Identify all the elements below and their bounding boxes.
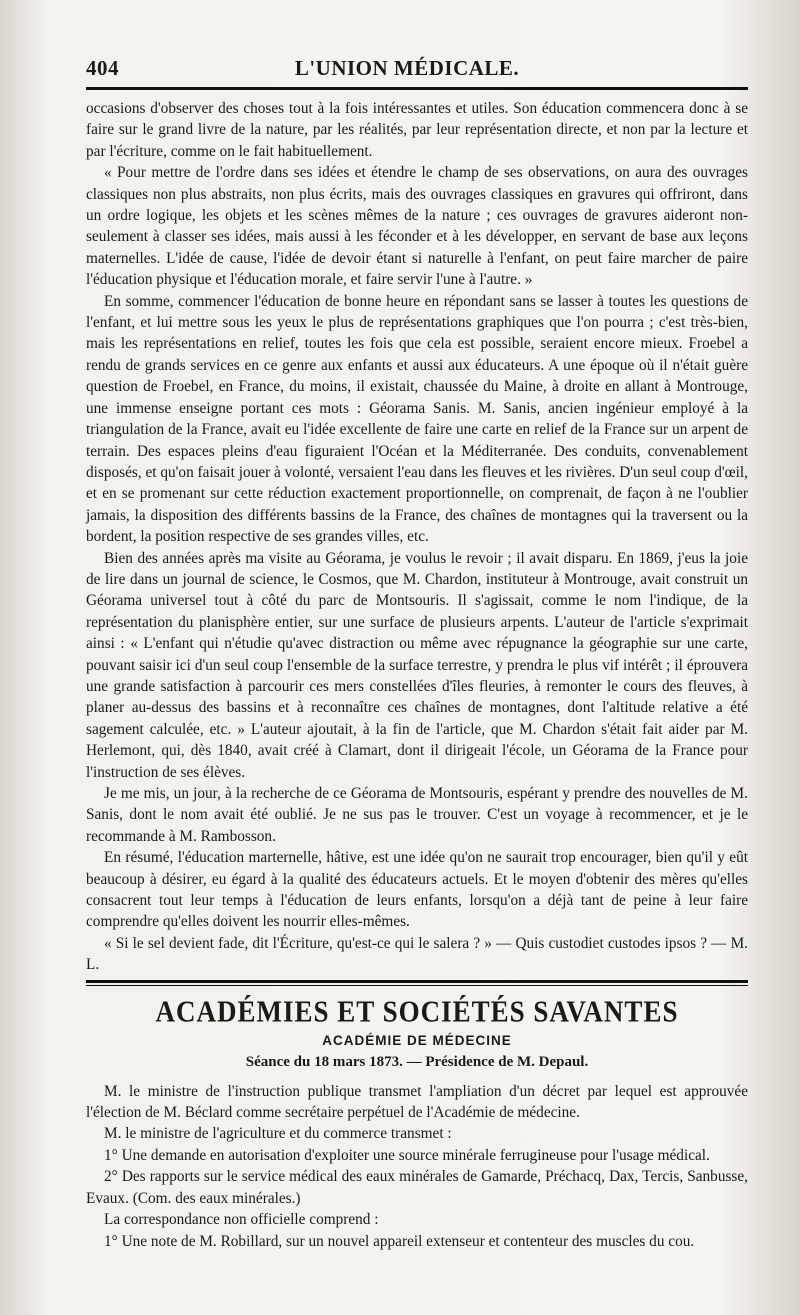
article-paragraph: En résumé, l'éducation marternelle, hâtive, est une idée qu'on ne saurait trop encourager, bien qu'il y eût beaucoup à désirer, eu égard à la qualité des éducateurs actuels. Et le moyen d'obtenir des mères qu'elles consacrent tout leur temps à l'éducation de leurs enfants, lorsqu'on a déjà tant de peine à leur faire comprendre qu'elles doivent les nourrir elles-mêmes.: [86, 849, 748, 931]
section-paragraph: M. le ministre de l'agriculture et du commerce transmet :: [104, 1125, 452, 1143]
article-paragraph: En somme, commencer l'éducation de bonne heure en répondant sans se lasser à toutes les questions de l'enfant, et lui mettre sous les yeux le plus de représentations graphiques que l'on pourra ; c'est très-bien, mais les représentations en relief, toutes les fois que cela est possible, seraient encore mieux. Froebel a rendu de grands services en ce genre aux enfants et aussi aux éducateurs. A une époque où il n'était guère question de Froebel, en France, du moins, il existait, chaussée du Maine, à droite en allant à Montrouge, une immense enseigne portant ces mots : Géorama Sanis. M. Sanis, ancien ingénieur employé à la triangulation de la France, avait eu l'idée excellente de faire une carte en relief de la France sur un arpent de terrain. Des espaces pleins d'eau figuraient l'Océan et la Méditerranée. Des conduits, convenablement disposés, et qu'on faisait jouer à volonté, versaient l'eau dans les fleuves et les rivières. D'un seul coup d'œil, et en se promenant sur cette réduction exactement proportionnelle, on comprenait, de façon à ne l'oublier jamais, la disposition des différents bassins de la France, des chaînes de montagnes qui la traversent ou la bordent, la position respective de ses grandes villes, etc.: [86, 292, 748, 546]
header-rule: [86, 87, 748, 90]
article-signature: « Si le sel devient fade, dit l'Écriture, qu'est-ce qui le salera ? » — Quis custodiet custodes ipsos ? — M. L.: [86, 934, 748, 974]
article-paragraph: « Pour mettre de l'ordre dans ses idées et étendre le champ de ses observations, on aura des ouvrages classiques non plus abstraits, non plus écrits, mais des ouvrages classiques en gravures qui offriront, dans un ordre logique, les objets et les scènes mêmes de la nature ; ces ouvrages de gravures aideront non-seulement à classer ses idées, mais aussi à les féconder et à les développer, en servant de base aux leçons maternelles. L'idée de cause, l'idée de devoir étant si naturelle à l'enfant, on peut faire marcher de paire l'éducation physique et l'éducation morale, et faire servir l'une à l'autre. »: [86, 164, 748, 289]
section-paragraph: 1° Une demande en autorisation d'exploiter une source minérale ferrugineuse pour l'usage médical.: [104, 1146, 710, 1164]
page-number: 404: [86, 56, 119, 80]
session-line: Séance du 18 mars 1873. — Présidence de M. Depaul.: [245, 1053, 589, 1070]
subsection-title: ACADÉMIE DE MÉDECINE: [322, 1032, 512, 1048]
section-divider: [86, 980, 748, 986]
section-body: [86, 1081, 748, 1252]
section-paragraph: La correspondance non officielle comprend :: [104, 1211, 379, 1229]
section-paragraph: 2° Des rapports sur le service médical des eaux minérales de Gamarde, Préchacq, Dax, Tercis, Sanbusse, Evaux. (Com. des eaux minérales.): [86, 1168, 748, 1207]
section-paragraph: M. le ministre de l'instruction publique transmet l'ampliation d'un décret par lequel est approuvée l'élection de M. Béclard comme secrétaire perpétuel de l'Académie de médecine.: [86, 1082, 748, 1122]
article-paragraph: occasions d'observer des choses tout à la fois intéressantes et utiles. Son éducation commencera donc à se faire sur le grand livre de la nature, par les réalités, par leur représentation directe, et non par la lecture et par l'écriture, comme on le fait habituellement.: [86, 100, 748, 160]
section-title: ACADÉMIES ET SOCIÉTÉS SAVANTES: [155, 993, 679, 1028]
page-header: [86, 56, 748, 81]
article-body: [86, 98, 748, 976]
running-title: L'UNION MÉDICALE.: [294, 56, 520, 80]
article-paragraph: Bien des années après ma visite au Géorama, je voulus le revoir ; il avait disparu. En 1869, j'eus la joie de lire dans un journal de science, le Cosmos, que M. Chardon, instituteur à Montrouge, avait construit un Géorama universel tout à côté du parc de Montsouris. Il s'agissait, comme le nom l'indique, de la représentation du planisphère entier, sur une surface de plusieurs arpents. L'auteur de l'article s'exprimait ainsi : « L'enfant qui n'étudie qu'avec distraction ou même avec répugnance la géographie sur une carte, pouvant saisir ici d'un seul coup l'ensemble de la surface terrestre, y prendra le plus vif intérêt ; il éprouvera une grande satisfaction à parcourir ces mers constellées d'îles fleuries, à remonter le cours des fleuves, à planer au-dessus des bassins et à reconnaître ces chaînes de montagnes, dont l'altitude relative a été sagement calculée, etc. » L'auteur ajoutait, à la fin de l'article, que M. Chardon s'était fait aider par M. Herlemont, qui, dès 1840, avait créé à Clamart, dont il dirigeait l'école, un Géorama de la France pour l'instruction de ses élèves.: [86, 549, 748, 781]
article-paragraph: Je me mis, un jour, à la recherche de ce Géorama de Montsouris, espérant y prendre des nouvelles de M. Sanis, dont le nom avait été oublié. Je ne sus pas le trouver. C'est un voyage à recommencer, et je le recommande à M. Rambosson.: [86, 785, 748, 845]
section-paragraph: 1° Une note de M. Robillard, sur un nouvel appareil extenseur et contenteur des muscles du cou.: [104, 1232, 695, 1250]
